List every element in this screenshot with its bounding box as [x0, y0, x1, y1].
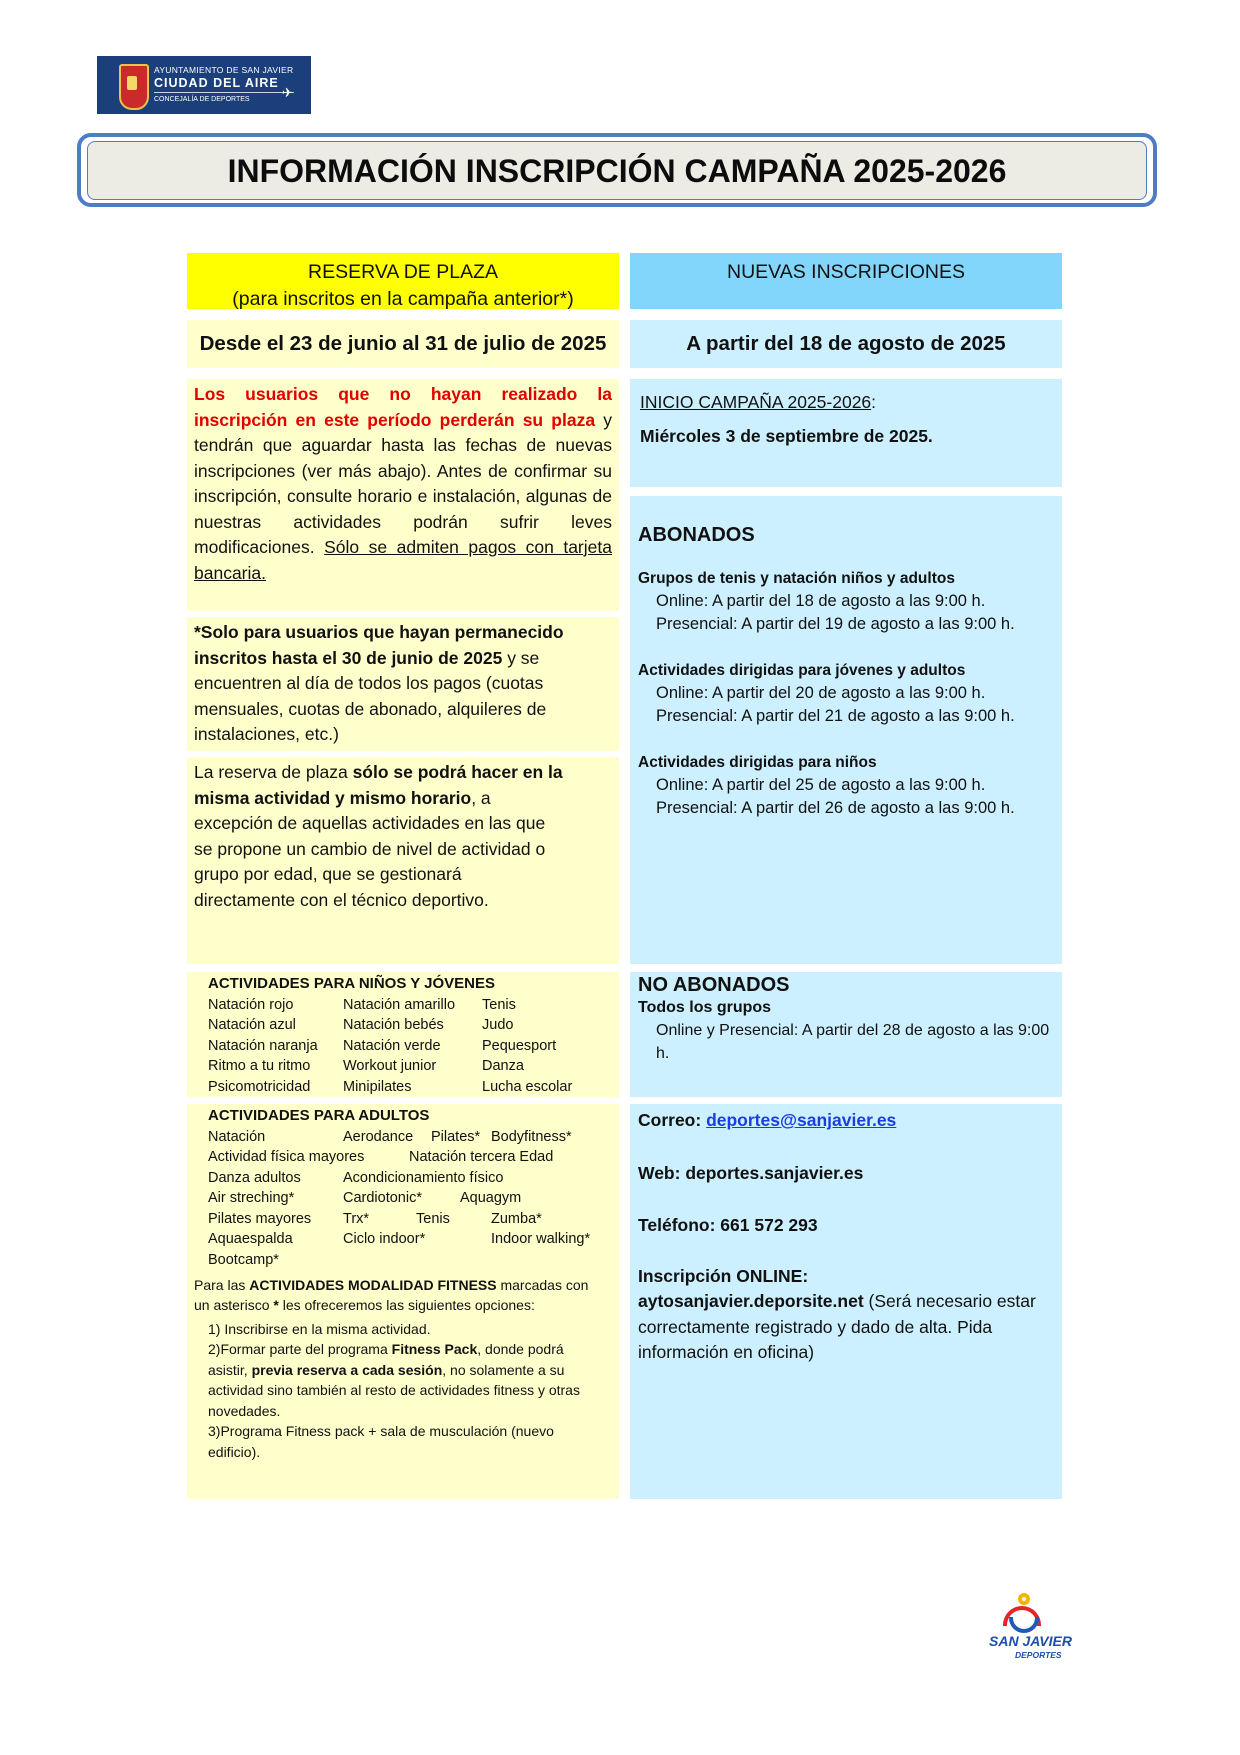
activity-item: Lucha escolar	[482, 1078, 573, 1095]
no-abonados-section	[630, 972, 1062, 1097]
ayuntamiento-logo	[97, 56, 311, 114]
nuevas-header-text: NUEVAS INSCRIPCIONES	[726, 261, 966, 283]
campaign-start-date: Miércoles 3 de septiembre de 2025.	[640, 426, 933, 446]
option2-bold1: Fitness Pack	[391, 1341, 478, 1357]
activity-item: Air streching*	[208, 1190, 295, 1206]
logo-name: SAN JAVIER	[989, 1633, 1072, 1649]
fitness-bold: ACTIVIDADES MODALIDAD FITNESS	[249, 1276, 497, 1293]
activity-item: Natación rojo	[208, 996, 294, 1013]
group-online: Online: A partir del 25 de agosto a las 9:00 h.	[656, 776, 986, 794]
page-title: INFORMACIÓN INSCRIPCIÓN CAMPAÑA 2025-2026	[227, 153, 1007, 189]
kids-activities-title: ACTIVIDADES PARA NIÑOS Y JÓVENES	[208, 975, 496, 992]
adult-activities	[187, 1104, 619, 1499]
activity-item: Aerodance	[343, 1128, 414, 1145]
group-presencial: Presencial: A partir del 26 de agosto a las 9:00 h.	[656, 799, 1015, 817]
logo-line1: AYUNTAMIENTO DE SAN JAVIER	[154, 65, 294, 75]
activity-item: Trx*	[343, 1210, 370, 1227]
abonados-group	[638, 751, 1054, 820]
option2-text-c: , no solamente a su actividad sino también al resto de actividades fitness y otras novedades.	[208, 1361, 580, 1419]
contact-web[interactable]: Web: deportes.sanjavier.es	[638, 1162, 864, 1183]
activity-item: Natación naranja	[208, 1037, 318, 1054]
fitness-intro	[194, 1275, 605, 1316]
group-online: Online: A partir del 20 de agosto a las 9:00 h.	[656, 684, 986, 702]
group-presencial: Presencial: A partir del 21 de agosto a las 9:00 h.	[656, 707, 1015, 725]
plane-icon: ✈	[282, 85, 293, 100]
campaign-start-colon: :	[871, 392, 877, 412]
fitness-option-1: 1) Inscribirse en la misma actividad.	[208, 1320, 431, 1337]
fitness-option-3: 3)Programa Fitness pack + sala de musculación (nuevo edificio).	[208, 1423, 554, 1460]
adult-activities-title: ACTIVIDADES PARA ADULTOS	[208, 1107, 430, 1124]
contact-email	[638, 1108, 1054, 1134]
fitness-options	[194, 1319, 605, 1463]
reserva-header	[187, 253, 619, 309]
warning-red-text: Los usuarios que no hayan realizado la inscripción en este período perderán su plaza	[194, 384, 612, 430]
activity-item: Natación amarillo	[343, 996, 456, 1013]
payment-note: Sólo se admiten pagos con tarjeta bancaria.	[194, 537, 612, 583]
abonados-title: ABONADOS	[638, 524, 755, 546]
activity-item: Natación azul	[208, 1017, 296, 1033]
option2-text-b: , donde podrá asistir,	[208, 1341, 564, 1378]
fitness-text-c: les ofreceremos las siguientes opciones:	[278, 1297, 535, 1313]
group-presencial: Presencial: A partir del 19 de agosto a las 9:00 h.	[656, 615, 1015, 633]
activity-item: Natación tercera Edad	[409, 1149, 554, 1165]
activity-item: Acondicionamiento físico	[343, 1169, 504, 1186]
logo-line2: CIUDAD DEL AIRE	[154, 76, 279, 90]
fitness-option-2	[208, 1339, 605, 1421]
activity-item: Judo	[482, 1017, 514, 1033]
logo-line3: CONCEJALÍA DE DEPORTES	[154, 96, 250, 103]
online-info	[638, 1289, 1054, 1366]
activity-item: Ciclo indoor*	[343, 1231, 426, 1247]
contact-section	[630, 1104, 1062, 1499]
activity-item: Danza adultos	[208, 1169, 301, 1186]
kids-activities	[187, 972, 619, 1097]
activity-item: Danza	[482, 1058, 524, 1074]
eligibility-text: y se encuentren al día de todos los pagos (cuotas mensuales, cuotas de abonado, alquileres de instalaciones, etc.)	[194, 647, 547, 744]
activity-item: Natación verde	[343, 1037, 441, 1054]
activity-item: Natación	[208, 1128, 266, 1145]
fitness-text-b: marcadas con un asterisco	[194, 1276, 589, 1313]
adult-activities-list	[208, 1127, 605, 1271]
activity-item: Aquagym	[460, 1190, 522, 1206]
contact-phone: Teléfono: 661 572 293	[638, 1215, 818, 1235]
activity-item: Tenis	[416, 1210, 450, 1227]
abonados-section	[630, 496, 1062, 964]
activity-item: Pequesport	[482, 1037, 557, 1054]
logo-sub: DEPORTES	[1015, 1650, 1062, 1660]
fitness-text-a: Para las	[194, 1276, 250, 1293]
activity-item: Bodyfitness*	[491, 1128, 572, 1145]
eligibility-bold: *Solo para usuarios que hayan permanecido inscritos hasta el 30 de junio de 2025	[194, 622, 564, 668]
kids-activities-list	[208, 995, 619, 1098]
activity-item: Actividad física mayores	[208, 1149, 365, 1165]
activity-item: Pilates mayores	[208, 1210, 312, 1227]
logo-arc-blue-icon	[1009, 1617, 1039, 1633]
reserva-dates: Desde el 23 de junio al 31 de julio de 2025	[187, 320, 619, 368]
abonados-group	[638, 659, 1054, 728]
conditions-text-b: , a excepción de aquellas actividades en las que se propone un cambio de nivel de actividad o grupo por edad, que se gestionará directamente con el técnico deportivo.	[194, 787, 546, 910]
activity-item: Bootcamp*	[208, 1251, 279, 1268]
no-abonados-group: Todos los grupos	[638, 999, 772, 1016]
reserva-conditions	[187, 757, 619, 964]
reserva-eligibility-note	[187, 617, 619, 751]
fitness-star: *	[273, 1297, 279, 1313]
activity-item: Natación bebés	[343, 1017, 444, 1033]
reserva-warning	[187, 379, 619, 611]
group-title: Grupos de tenis y natación niños y adultos	[638, 570, 955, 587]
reserva-header-line2: (para inscritos en la campaña anterior*)	[232, 288, 574, 310]
group-online: Online: A partir del 18 de agosto a las 9:00 h.	[656, 592, 986, 610]
email-label: Correo:	[638, 1110, 707, 1130]
email-link[interactable]: deportes@sanjavier.es	[706, 1110, 897, 1130]
no-abonados-text: Online y Presencial: A partir del 28 de agosto a las 9:00 h.	[656, 1022, 1050, 1062]
nuevas-header	[630, 253, 1062, 309]
activity-item: Psicomotricidad	[208, 1078, 311, 1095]
campaign-start	[630, 379, 1062, 487]
nuevas-dates: A partir del 18 de agosto de 2025	[630, 320, 1062, 368]
campaign-start-label: INICIO CAMPAÑA 2025-2026	[640, 392, 872, 412]
group-title: Actividades dirigidas para niños	[638, 754, 877, 771]
activity-item: Minipilates	[343, 1078, 412, 1095]
no-abonados-title: NO ABONADOS	[638, 974, 790, 996]
activity-item: Indoor walking*	[491, 1231, 591, 1247]
online-note: (Será necesario estar correctamente registrado y dado de alta. Pida información en oficina)	[638, 1291, 1036, 1362]
logo-head-highlight	[1022, 1597, 1026, 1601]
reserva-header-line1: RESERVA DE PLAZA	[307, 261, 499, 283]
group-title: Actividades dirigidas para jóvenes y adultos	[638, 662, 966, 679]
san-javier-deportes-logo	[985, 1593, 1075, 1663]
activity-item: Cardiotonic*	[343, 1190, 422, 1206]
option2-bold2: previa reserva a cada sesión	[251, 1361, 443, 1378]
online-label: Inscripción ONLINE:	[638, 1265, 809, 1286]
warning-text: y tendrán que aguardar hasta las fechas de nuevas inscripciones (ver más abajo). Antes de confirmar su inscripción, consulte horario e instalación, algunas de nuestras actividades podrán sufrir leves modificaciones.	[194, 409, 612, 557]
conditions-bold: sólo se podrá hacer en la misma actividad y mismo horario	[194, 762, 563, 808]
activity-item: Ritmo a tu ritmo	[208, 1058, 311, 1074]
activity-item: Workout junior	[343, 1058, 437, 1074]
abonados-group	[638, 567, 1054, 636]
logo-divider	[154, 92, 294, 93]
conditions-text-a: La reserva de plaza	[194, 762, 353, 782]
activity-item: Zumba*	[491, 1210, 542, 1227]
online-url[interactable]: aytosanjavier.deporsite.net	[638, 1291, 864, 1311]
coat-of-arms-icon	[119, 64, 149, 110]
activity-item: Aquaespalda	[208, 1231, 293, 1247]
activity-item: Pilates*	[431, 1128, 481, 1145]
activity-item: Tenis	[482, 996, 516, 1013]
option2-text-a: 2)Formar parte del programa	[208, 1341, 392, 1357]
